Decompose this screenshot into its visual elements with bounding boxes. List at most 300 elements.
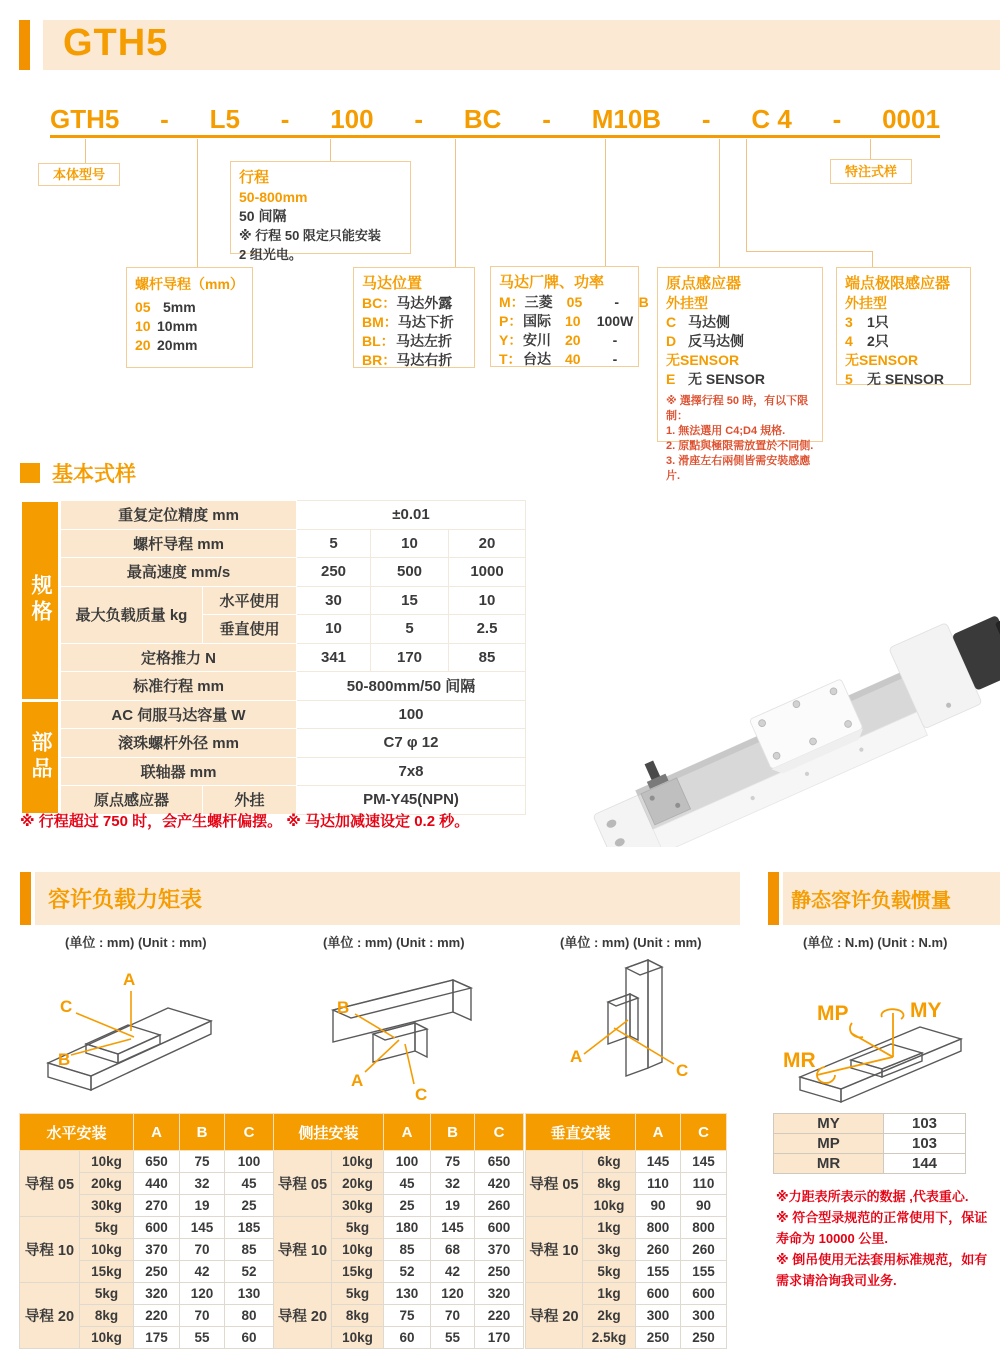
cell: 220 xyxy=(134,1305,180,1327)
cell: 70 xyxy=(180,1239,225,1261)
cell: 52 xyxy=(384,1261,431,1283)
table-row xyxy=(21,757,526,786)
brand-name: 三菱 xyxy=(524,294,553,310)
cell: 130 xyxy=(384,1283,431,1305)
cell: 52 xyxy=(225,1261,274,1283)
axis-label: C xyxy=(415,1085,428,1104)
option-code: 4 xyxy=(845,333,853,349)
usage-notes xyxy=(776,1186,992,1291)
cell: 650 xyxy=(475,1151,524,1173)
unit-label: (单位 : mm) (Unit : mm) xyxy=(323,935,465,950)
cell: 420 xyxy=(475,1173,524,1195)
cell: 20kg xyxy=(80,1173,134,1195)
column-header: B xyxy=(431,1114,475,1151)
option-code: D xyxy=(666,333,677,349)
side-mount-diagram xyxy=(295,958,510,1108)
cell: 15kg xyxy=(80,1261,134,1283)
cell: 导程 05 xyxy=(526,1151,583,1217)
cell: MY xyxy=(774,1114,884,1134)
callout-label: 特注式样 xyxy=(844,163,897,179)
cell: 250 xyxy=(681,1327,727,1349)
table-header-row xyxy=(20,1114,274,1151)
brand-code: T： xyxy=(499,351,522,367)
cell: 260 xyxy=(475,1195,524,1217)
cell: C7 φ 12 xyxy=(297,729,526,758)
axis-label: B xyxy=(58,1050,71,1069)
cell: 120 xyxy=(180,1283,225,1305)
callout-motor-brand xyxy=(490,266,649,367)
cell: 10kg xyxy=(80,1327,134,1349)
cell: 10kg xyxy=(332,1151,384,1173)
cell: 600 xyxy=(134,1217,180,1239)
cell: 370 xyxy=(134,1239,180,1261)
brand-name: 台达 xyxy=(523,351,551,367)
connector-line xyxy=(330,139,331,161)
cell: 7x8 xyxy=(297,757,526,786)
cell: 320 xyxy=(475,1283,524,1305)
cell: 25 xyxy=(225,1195,274,1217)
cell: 85 xyxy=(225,1239,274,1261)
cell: 170 xyxy=(371,643,449,672)
power-code: 40 xyxy=(565,351,581,367)
cell: 110 xyxy=(681,1173,727,1195)
option-label: 2只 xyxy=(867,333,889,349)
cell: 1kg xyxy=(583,1283,636,1305)
power-value: - xyxy=(612,332,618,348)
table-row xyxy=(21,529,526,558)
table-row xyxy=(21,643,526,672)
option-label: 无 SENSOR xyxy=(867,371,945,387)
cell: 5kg xyxy=(332,1217,384,1239)
cell: 370 xyxy=(475,1239,524,1261)
cell: 30 xyxy=(297,586,371,615)
suffix-code: B xyxy=(638,294,649,310)
option-label: 马达外露 xyxy=(396,295,453,311)
cell: 600 xyxy=(636,1283,681,1305)
unit-label: (单位 : mm) (Unit : mm) xyxy=(65,935,207,950)
connector-line xyxy=(872,251,873,267)
table-row xyxy=(274,1217,524,1239)
stroke-note: 2 组光电。 xyxy=(239,247,302,262)
cell: 导程 10 xyxy=(274,1217,332,1283)
cell: 220 xyxy=(475,1305,524,1327)
table-row xyxy=(526,1217,727,1239)
table-row xyxy=(20,1283,274,1305)
model-dash: - xyxy=(160,103,169,134)
brand-code: P： xyxy=(499,313,523,329)
table-row xyxy=(774,1154,966,1174)
table-row xyxy=(526,1283,727,1305)
table-row xyxy=(21,586,526,615)
model-dash: - xyxy=(414,103,424,134)
callout-title: 端点极限感应器 xyxy=(845,275,951,292)
callout-limit-sensor xyxy=(836,267,971,385)
cell: 10 xyxy=(371,529,449,558)
power-value: - xyxy=(614,294,619,310)
cell: AC 伺服马达容量 W xyxy=(60,700,297,729)
cell: 120 xyxy=(431,1283,475,1305)
table-row xyxy=(526,1151,727,1173)
cell: 螺杆导程 mm xyxy=(60,529,297,558)
model-segment: M10B xyxy=(591,103,662,134)
cell: 110 xyxy=(636,1173,681,1195)
restriction-note: ※ 選擇行程 50 時，有以下限制： xyxy=(666,395,809,422)
cell: 8kg xyxy=(332,1305,384,1327)
cell: 45 xyxy=(225,1173,274,1195)
cell: 5 xyxy=(297,529,371,558)
cell: 145 xyxy=(636,1151,681,1173)
side-mount-table xyxy=(273,1113,524,1349)
connector-line xyxy=(719,139,720,267)
cell: 3kg xyxy=(583,1239,636,1261)
table-header-row xyxy=(274,1114,524,1151)
option-code: BR： xyxy=(362,352,397,368)
power-code: 20 xyxy=(565,332,581,348)
cell: 25 xyxy=(384,1195,431,1217)
table-title: 侧挂安装 xyxy=(274,1114,384,1151)
option-code: BC： xyxy=(362,295,397,311)
note-line: ※力距表所表示的数据 ,代表重心. xyxy=(776,1189,969,1204)
cell: 最大负载质量 kg xyxy=(60,586,203,643)
cell: 55 xyxy=(431,1327,475,1349)
section-accent-bar xyxy=(20,872,31,925)
stroke-note: ※ 行程 50 限定只能安装 xyxy=(239,228,381,243)
axis-label: C xyxy=(676,1061,689,1080)
cell: 5 xyxy=(371,615,449,644)
option-code: BL： xyxy=(362,333,395,349)
axis-label: C xyxy=(60,997,73,1016)
cell: 103 xyxy=(884,1114,966,1134)
cell: 70 xyxy=(180,1305,225,1327)
cell: 144 xyxy=(884,1154,966,1174)
cell: 90 xyxy=(636,1195,681,1217)
cell: 80 xyxy=(225,1305,274,1327)
cell: 1000 xyxy=(449,558,526,587)
note-line: ※ 符合型录规范的正常使用下，保证寿命为 10000 公里. xyxy=(776,1210,988,1246)
column-header: C xyxy=(475,1114,524,1151)
cell: 650 xyxy=(134,1151,180,1173)
table-row xyxy=(274,1151,524,1173)
mount-type-label: 外挂型 xyxy=(845,295,887,311)
cell: 85 xyxy=(449,643,526,672)
table-title: 垂直安装 xyxy=(526,1114,636,1151)
cell: 外挂 xyxy=(203,786,297,815)
connector-line xyxy=(870,139,871,159)
horizontal-mount-diagram xyxy=(30,965,245,1105)
cell: 600 xyxy=(475,1217,524,1239)
moment-axes-diagram xyxy=(775,975,1000,1110)
callout-title: 行程 xyxy=(239,169,270,186)
option-label: 20mm xyxy=(157,337,198,353)
cell: 100 xyxy=(384,1151,431,1173)
stroke-step: 50 间隔 xyxy=(239,208,287,224)
restriction-note: 2. 原點與極限需放置於不同側. xyxy=(666,440,814,452)
option-code: 10 xyxy=(135,318,151,334)
no-sensor-group: 无SENSOR xyxy=(845,352,919,368)
cell: 60 xyxy=(384,1327,431,1349)
moment-section-band xyxy=(35,872,740,925)
cell: 5kg xyxy=(80,1217,134,1239)
inertia-section-band xyxy=(783,872,1000,925)
cell: 30kg xyxy=(332,1195,384,1217)
cell: 145 xyxy=(180,1217,225,1239)
model-segment: C 4 xyxy=(751,103,792,134)
cell: MR xyxy=(774,1154,884,1174)
option-code: BM： xyxy=(362,314,398,330)
option-label: 1只 xyxy=(867,314,889,330)
cell: 145 xyxy=(431,1217,475,1239)
column-header: A xyxy=(384,1114,431,1151)
power-code: 10 xyxy=(565,313,581,329)
cell: 250 xyxy=(475,1261,524,1283)
cell: 32 xyxy=(180,1173,225,1195)
model-dash: - xyxy=(832,103,842,134)
cell: ±0.01 xyxy=(297,501,526,530)
option-label: 无 SENSOR xyxy=(688,371,766,387)
spec-section-header xyxy=(20,458,136,488)
cell: 70 xyxy=(431,1305,475,1327)
callout-title: 马达厂牌、功率 xyxy=(499,274,605,291)
model-segment: BC xyxy=(463,103,502,134)
table-row xyxy=(21,501,526,530)
model-underline xyxy=(50,135,940,138)
section-title: 静态容许负载惯量 xyxy=(791,890,951,912)
power-value: 100W xyxy=(596,313,634,329)
column-header: A xyxy=(636,1114,681,1151)
cell: 250 xyxy=(636,1327,681,1349)
cell: 10 xyxy=(297,615,371,644)
cell: 20kg xyxy=(332,1173,384,1195)
table-row xyxy=(21,558,526,587)
cell: 175 xyxy=(134,1327,180,1349)
cell: 45 xyxy=(384,1173,431,1195)
axis-label: A xyxy=(351,1071,364,1090)
cell: 10kg xyxy=(332,1327,384,1349)
cell: 130 xyxy=(225,1283,274,1305)
moment-values-table xyxy=(773,1113,966,1174)
cell: 5kg xyxy=(583,1261,636,1283)
cell: 103 xyxy=(884,1134,966,1154)
cell: 75 xyxy=(431,1151,475,1173)
option-code: E xyxy=(666,371,676,387)
cell: 10kg xyxy=(583,1195,636,1217)
table-row xyxy=(21,729,526,758)
cell: 100 xyxy=(297,700,526,729)
cell: 75 xyxy=(384,1305,431,1327)
cell: 2.5kg xyxy=(583,1327,636,1349)
cell: 定格推力 N xyxy=(60,643,297,672)
cell: 导程 05 xyxy=(20,1151,80,1217)
table-row xyxy=(20,1151,274,1173)
cell: 50-800mm/50 间隔 xyxy=(297,672,526,701)
axis-label: B xyxy=(337,998,350,1017)
callout-motor-position xyxy=(353,267,475,368)
table-row xyxy=(21,672,526,701)
cell: 6kg xyxy=(583,1151,636,1173)
callout-screw-lead xyxy=(126,267,253,368)
stroke-range: 50-800mm xyxy=(239,189,308,205)
model-code xyxy=(50,105,940,133)
cell: 145 xyxy=(681,1151,727,1173)
title-band xyxy=(43,20,1000,70)
model-segment: 0001 xyxy=(882,103,940,134)
cell: 导程 10 xyxy=(526,1217,583,1283)
cell: 15 xyxy=(371,586,449,615)
power-code: 05 xyxy=(566,294,583,310)
moment-label: MP xyxy=(817,1002,849,1025)
cell: 320 xyxy=(134,1283,180,1305)
vertical-mount-diagram xyxy=(548,950,708,1110)
cell: 15kg xyxy=(332,1261,384,1283)
model-segment: GTH5 xyxy=(50,103,120,134)
connector-line xyxy=(746,251,873,252)
callout-label: 本体型号 xyxy=(52,166,105,182)
section-accent-bar xyxy=(768,872,779,925)
restriction-note: 1. 無法選用 C4;D4 規格. xyxy=(666,425,786,437)
brand-code: Y： xyxy=(499,332,523,348)
title-accent-bar xyxy=(19,20,30,70)
option-code: C xyxy=(666,314,677,330)
cell: 10 xyxy=(449,586,526,615)
column-header: A xyxy=(134,1114,180,1151)
model-dash: - xyxy=(280,103,290,134)
table-row xyxy=(20,1217,274,1239)
cell: 8kg xyxy=(80,1305,134,1327)
callout-title: 马达位置 xyxy=(362,275,423,292)
brand-name: 安川 xyxy=(523,332,551,348)
table-row xyxy=(774,1114,966,1134)
connector-line xyxy=(85,139,86,163)
cell: 重复定位精度 mm xyxy=(60,501,297,530)
table-row xyxy=(21,700,526,729)
restriction-note: 3. 滑座左右兩側皆需安裝感應片. xyxy=(666,455,811,482)
power-value: - xyxy=(612,351,618,367)
cell: 260 xyxy=(681,1239,727,1261)
table-header-row xyxy=(526,1114,727,1151)
horizontal-mount-table xyxy=(19,1113,274,1349)
cell: 800 xyxy=(681,1217,727,1239)
cell: 原点感应器 xyxy=(60,786,203,815)
cell: 300 xyxy=(636,1305,681,1327)
section-title: 容许负载力矩表 xyxy=(48,887,203,912)
model-segment: L5 xyxy=(209,103,240,134)
model-dash: - xyxy=(701,103,711,134)
no-sensor-group: 无SENSOR xyxy=(666,352,740,368)
cell: 32 xyxy=(431,1173,475,1195)
cell: 300 xyxy=(681,1305,727,1327)
cell: 导程 20 xyxy=(20,1283,80,1349)
axis-label: A xyxy=(570,1047,583,1066)
square-bullet-icon xyxy=(20,463,40,483)
cell: PM-Y45(NPN) xyxy=(297,786,526,815)
group-label: 部品 xyxy=(21,700,60,814)
unit-label: (单位 : mm) (Unit : mm) xyxy=(560,935,702,950)
cell: 1kg xyxy=(583,1217,636,1239)
cell: 最高速度 mm/s xyxy=(60,558,297,587)
cell: 260 xyxy=(636,1239,681,1261)
spec-warning-note: ※ 行程超过 750 时，会产生螺杆偏摆。 ※ 马达加减速设定 0.2 秒。 xyxy=(20,813,470,830)
cell: 导程 05 xyxy=(274,1151,332,1217)
cell: 155 xyxy=(681,1261,727,1283)
callout-title: 螺杆导程（mm） xyxy=(135,276,244,292)
cell: MP xyxy=(774,1134,884,1154)
cell: 8kg xyxy=(583,1173,636,1195)
callout-origin-sensor xyxy=(657,267,823,482)
cell: 600 xyxy=(681,1283,727,1305)
cell: 20 xyxy=(449,529,526,558)
group-label: 规格 xyxy=(21,501,60,701)
cell: 500 xyxy=(371,558,449,587)
cell: 42 xyxy=(180,1261,225,1283)
cell: 导程 10 xyxy=(20,1217,80,1283)
section-title: 基本式样 xyxy=(52,463,136,486)
cell: 250 xyxy=(297,558,371,587)
column-header: C xyxy=(681,1114,727,1151)
cell: 68 xyxy=(431,1239,475,1261)
cell: 800 xyxy=(636,1217,681,1239)
cell: 180 xyxy=(384,1217,431,1239)
option-code: 05 xyxy=(135,299,151,315)
spec-table xyxy=(19,499,526,816)
cell: 75 xyxy=(180,1151,225,1173)
cell: 导程 20 xyxy=(274,1283,332,1349)
option-label: 反马达侧 xyxy=(688,333,744,349)
option-code: 3 xyxy=(845,314,853,330)
moment-label: MR xyxy=(783,1049,816,1072)
cell: 5kg xyxy=(332,1283,384,1305)
cell: 2.5 xyxy=(449,615,526,644)
connector-line xyxy=(605,139,606,267)
option-label: 马达侧 xyxy=(688,314,730,330)
cell: 滚珠螺杆外径 mm xyxy=(60,729,297,758)
axis-label: A xyxy=(123,970,136,989)
table-title: 水平安装 xyxy=(20,1114,134,1151)
product-image xyxy=(552,462,1000,847)
callout-special-spec xyxy=(830,159,912,184)
callout-title: 原点感应器 xyxy=(666,275,742,292)
cell: 19 xyxy=(431,1195,475,1217)
cell: 85 xyxy=(384,1239,431,1261)
vertical-mount-table xyxy=(525,1113,727,1349)
cell: 100 xyxy=(225,1151,274,1173)
model-dash: - xyxy=(542,103,551,134)
mount-type-label: 外挂型 xyxy=(666,295,708,311)
callout-body-model xyxy=(38,163,120,186)
cell: 联轴器 mm xyxy=(60,757,297,786)
cell: 水平使用 xyxy=(203,586,297,615)
option-label: 马达左折 xyxy=(396,333,452,349)
connector-line xyxy=(746,139,747,251)
connector-line xyxy=(455,139,456,267)
table-row xyxy=(274,1283,524,1305)
cell: 55 xyxy=(180,1327,225,1349)
column-header: C xyxy=(225,1114,274,1151)
table-row xyxy=(774,1134,966,1154)
column-header: B xyxy=(180,1114,225,1151)
cell: 10kg xyxy=(80,1239,134,1261)
cell: 垂直使用 xyxy=(203,615,297,644)
cell: 170 xyxy=(475,1327,524,1349)
option-label: 10mm xyxy=(157,318,198,334)
page-title: GTH5 xyxy=(63,22,169,64)
cell: 19 xyxy=(180,1195,225,1217)
cell: 440 xyxy=(134,1173,180,1195)
note-line: ※ 倒吊使用无法套用标准规范，如有需求请洽询我司业务. xyxy=(776,1252,988,1288)
brand-name: 国际 xyxy=(523,313,551,329)
cell: 5kg xyxy=(80,1283,134,1305)
cell: 155 xyxy=(636,1261,681,1283)
cell: 250 xyxy=(134,1261,180,1283)
